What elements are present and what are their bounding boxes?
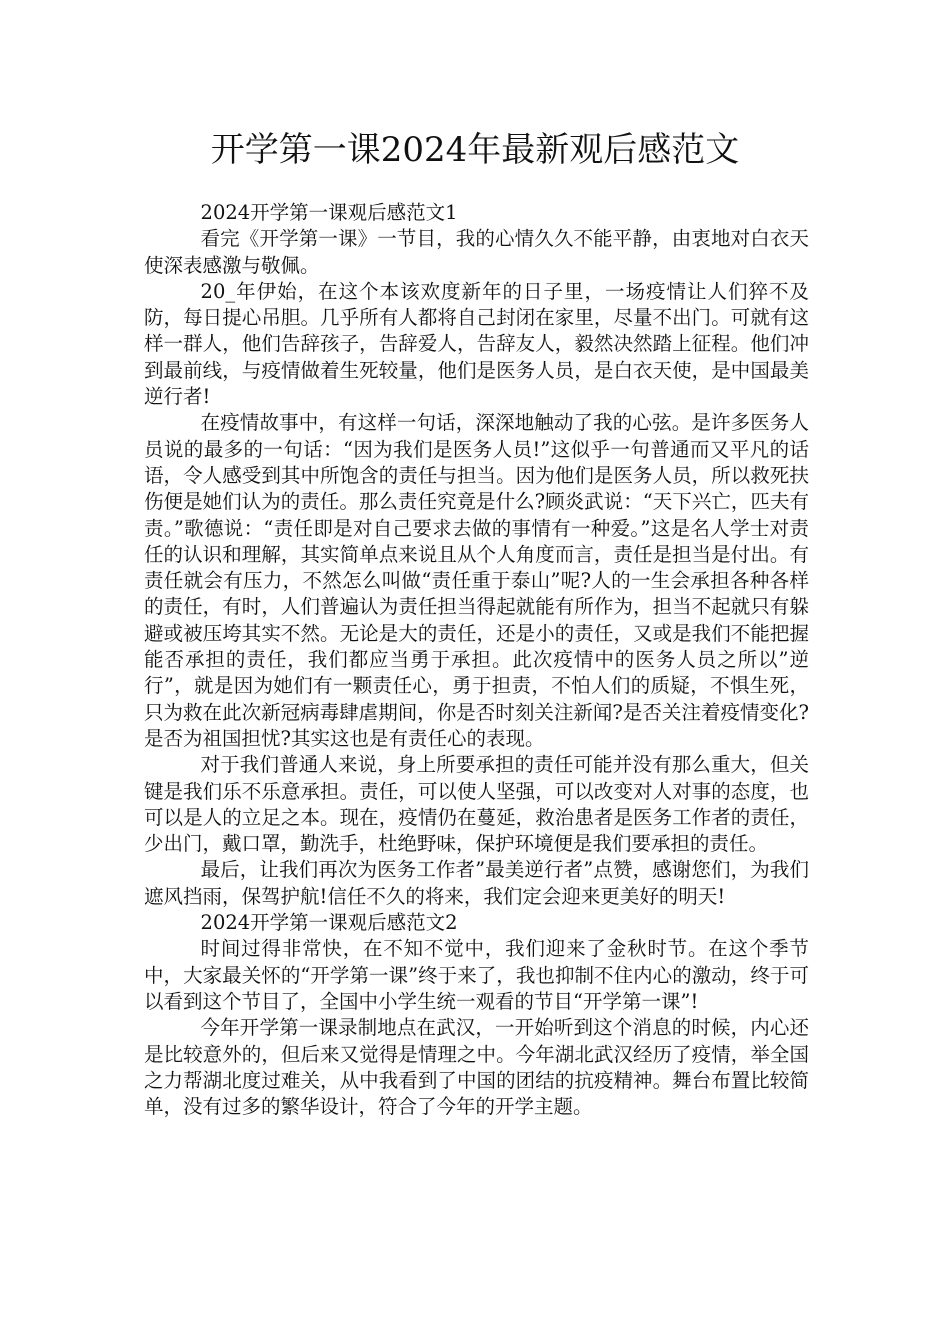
paragraph: 今年开学第一课录制地点在武汉，一开始听到这个消息的时候，内心还是比较意外的，但后来又觉得是情理之中。今年湖北武汉经历了疫情，举全国之力帮湖北度过难关，从中我看到了中国的团结的抗疫精神。舞台布置比较简单，没有过多的繁华设计，符合了今年的开学主题。	[144, 1016, 809, 1119]
paragraph: 时间过得非常快，在不知不觉中，我们迎来了金秋时节。在这个季节中，大家最关怀的“开学第一课”终于来了，我也抑制不住内心的激动，终于可以看到这个节目了，全国中小学生统一观看的节目“开学第一课”!	[144, 937, 809, 1013]
document-body	[144, 200, 809, 1120]
section-heading-1: 2024开学第一课观后感范文1	[200, 201, 458, 224]
section-heading-2: 2024开学第一课观后感范文2	[200, 911, 458, 935]
paragraph: 看完《开学第一课》一节目，我的心情久久不能平静，由衷地对白衣天使深表感激与敬佩。	[144, 227, 809, 277]
paragraph: 最后，让我们再次为医务工作者”最美逆行者”点赞，感谢您们，为我们遮风挡雨，保驾护航!信任不久的将来，我们定会迎来更美好的明天!	[144, 858, 809, 908]
document-title: 开学第一课2024年最新观后感范文	[210, 130, 740, 170]
paragraph: 对于我们普通人来说，身上所要承担的责任可能并没有那么重大，但关键是我们乐不乐意承担。责任，可以使人坚强，可以改变对人对事的态度，也可以是人的立足之本。现在，疫情仍在蔓延，救治患者是医务工作者的责任，少出门，戴口罩，勤洗手，杜绝野味，保护环境便是我们要承担的责任。	[144, 753, 809, 856]
paragraph: 在疫情故事中，有这样一句话，深深地触动了我的心弦。是许多医务人员说的最多的一句话：“因为我们是医务人员!”这似乎一句普通而又平凡的话语，令人感受到其中所饱含的责任与担当。因为他们是医务人员，所以救死扶伤便是她们认为的责任。那么责任究竟是什么?顾炎武说：“天下兴亡，匹夫有责。”歌德说：“责任即是对自己要求去做的事情有一种爱。”这是名人学士对责任的认识和理解，其实简单点来说且从个人角度而言，责任是担当是付出。有责任就会有压力，不然怎么叫做“责任重于泰山”呢?人的一生会承担各种各样的责任，有时，人们普遍认为责任担当得起就能有所作为，担当不起就只有躲避或被压垮其实不然。无论是大的责任，还是小的责任，又或是我们不能把握能否承担的责任，我们都应当勇于承担。此次疫情中的医务人员之所以”逆行”，就是因为她们有一颗责任心，勇于担责，不怕人们的质疑，不惧生死，只为救在此次新冠病毒肆虐期间，你是否时刻关注新闻?是否关注着疫情变化?是否为祖国担忧?其实这也是有责任心的表现。	[144, 411, 809, 750]
paragraph: 20_年伊始，在这个本该欢度新年的日子里，一场疫情让人们猝不及防，每日提心吊胆。几乎所有人都将自己封闭在家里，尽量不出门。可就有这样一群人，他们告辞孩子，告辞爱人，告辞友人，毅然决然踏上征程。他们冲到最前线，与疫情做着生死较量，他们是医务人员，是白衣天使，是中国最美逆行者!	[144, 279, 809, 409]
